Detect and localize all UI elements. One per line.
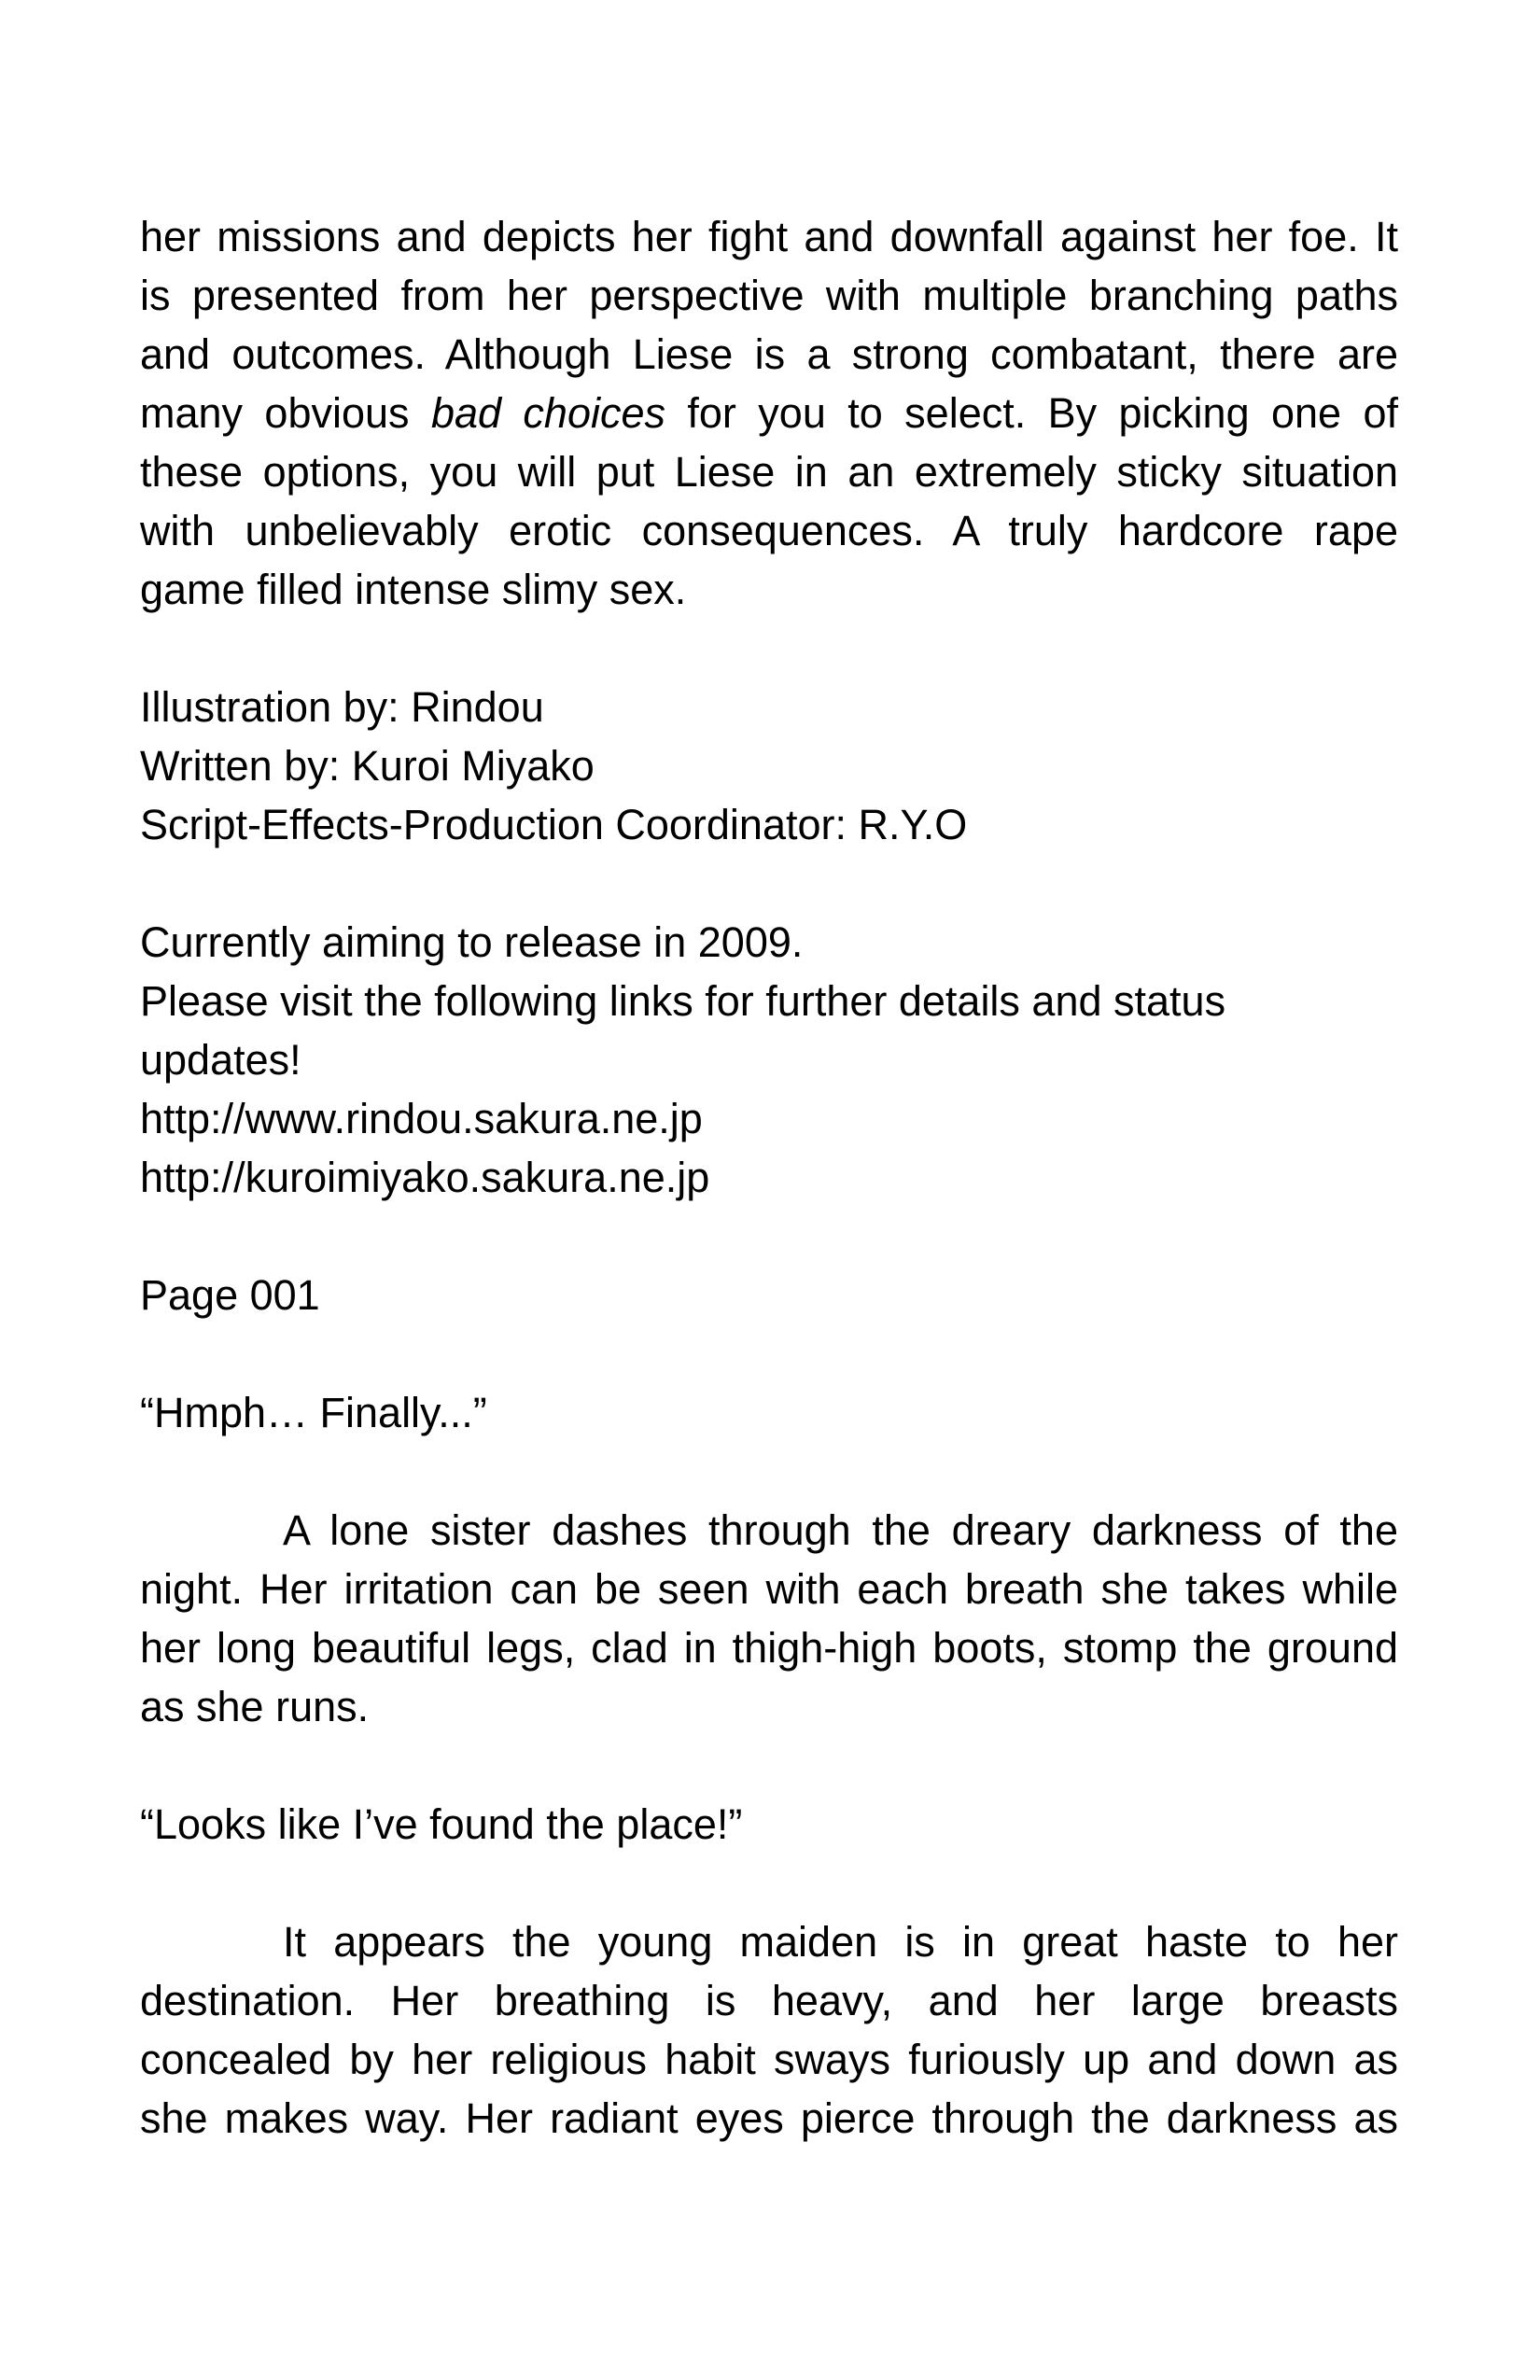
intro-line: her missions and depicts her fight and downfall against her foe. It	[140, 213, 1398, 260]
credits-block	[140, 678, 1398, 854]
intro-line: these options, you will put Liese in an extremely sticky situation	[140, 448, 1398, 496]
release-links-line: Please visit the following links for further details and status	[140, 977, 1226, 1025]
url-rindou: http://www.rindou.sakura.ne.jp	[140, 1095, 703, 1142]
url-kuroimiyako: http://kuroimiyako.sakura.ne.jp	[140, 1154, 710, 1201]
narration-line: It appears the young maiden is in great haste to her	[283, 1918, 1398, 1966]
dialogue-found-place-text: “Looks like I’ve found the place!”	[140, 1800, 743, 1848]
intro-line-last: game filled intense slimy sex.	[140, 566, 687, 613]
release-date-line: Currently aiming to release in 2009.	[140, 918, 804, 966]
intro-line-post: for you to select. By picking one of	[665, 389, 1398, 437]
credit-coordinator-line: Script-Effects-Production Coordinator: R.Y.O	[140, 801, 968, 848]
release-info-block	[140, 913, 1398, 1207]
release-links-line: updates!	[140, 1036, 301, 1084]
dialogue-hmph	[140, 1383, 1398, 1442]
narration-line: concealed by her religious habit sways furiously up and down as	[140, 2036, 1398, 2083]
dialogue-hmph-text: “Hmph… Finally...”	[140, 1389, 487, 1436]
credit-writer-line: Written by: Kuroi Miyako	[140, 742, 595, 790]
narration-line: A lone sister dashes through the dreary darkness of the	[283, 1506, 1398, 1554]
narration-sister-dashes	[140, 1501, 1398, 1736]
narration-line: destination. Her breathing is heavy, and her large breasts	[140, 1977, 1398, 2024]
credit-illustration-line: Illustration by: Rindou	[140, 683, 544, 731]
text-column	[140, 207, 1398, 2148]
dialogue-found-place	[140, 1795, 1398, 1854]
narration-maiden-haste	[140, 1912, 1398, 2148]
intro-line: with unbelievably erotic consequences. A truly hardcore rape	[140, 507, 1398, 554]
intro-line-with-italic	[140, 384, 1398, 442]
intro-line-italic-phrase: bad choices	[430, 389, 665, 437]
intro-line: is presented from her perspective with multiple branching paths	[140, 272, 1398, 319]
intro-line: and outcomes. Although Liese is a strong combatant, there are	[140, 330, 1398, 378]
page-marker	[140, 1266, 1398, 1324]
narration-line-last: as she runs.	[140, 1683, 370, 1730]
narration-line: night. Her irritation can be seen with each breath she takes while	[140, 1565, 1398, 1613]
narration-line: her long beautiful legs, clad in thigh-high boots, stomp the ground	[140, 1624, 1398, 1672]
narration-line: she makes way. Her radiant eyes pierce through the darkness as	[140, 2094, 1398, 2142]
intro-paragraph	[140, 207, 1398, 619]
intro-line-pre: many obvious	[140, 389, 431, 437]
page-marker-label: Page 001	[140, 1271, 320, 1319]
